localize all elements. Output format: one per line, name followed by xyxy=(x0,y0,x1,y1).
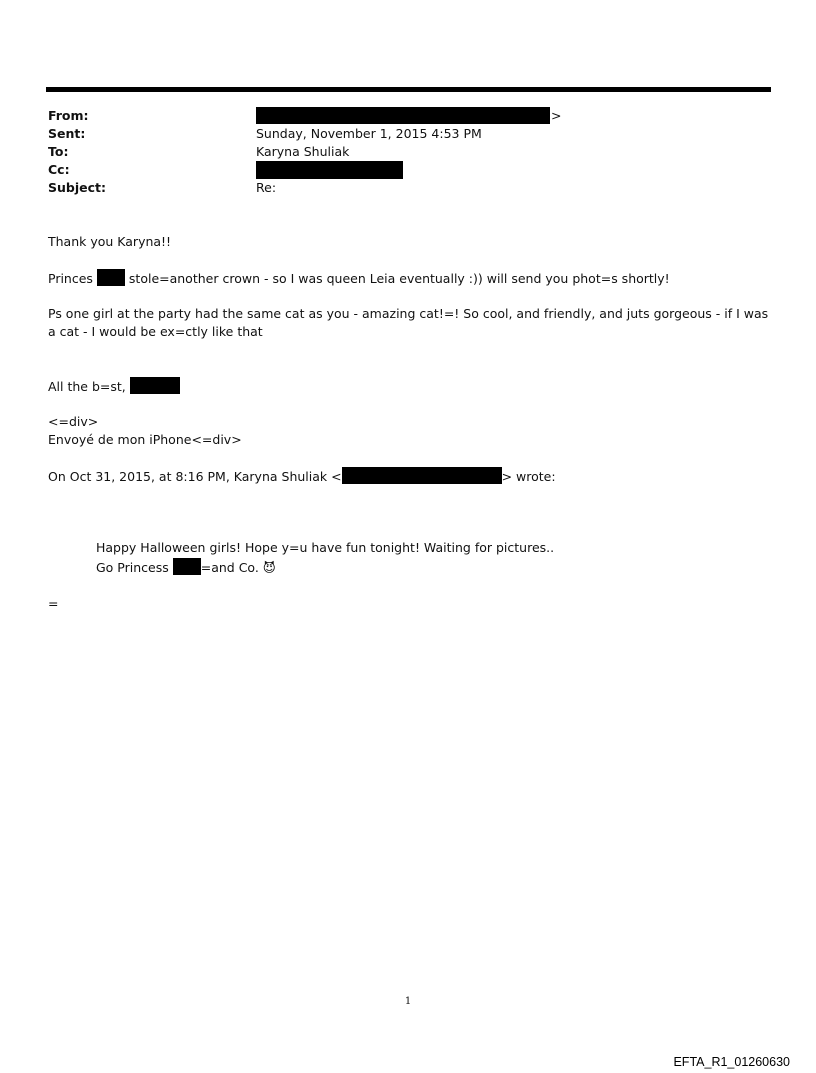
trailing-equals: = xyxy=(48,596,59,611)
page-number: 1 xyxy=(404,996,412,1007)
cat-paragraph: Ps one girl at the party had the same cat as you - amazing cat!=! So cool, and friendly, and juts gorgeous - if I was a cat - I would be ex=ctly like that xyxy=(48,306,769,339)
sent-label: Sent: xyxy=(48,126,86,141)
email-redaction xyxy=(342,467,502,484)
subject-value: Re: xyxy=(256,180,277,195)
reply-prefix: On Oct 31, 2015, at 8:16 PM, Karyna Shuliak < xyxy=(48,469,342,484)
reply-header-line xyxy=(48,467,556,486)
cc-redaction xyxy=(256,161,403,179)
princess-name-redaction xyxy=(173,558,201,575)
header-rule xyxy=(46,87,771,92)
cc-label: Cc: xyxy=(48,162,70,177)
signoff-line xyxy=(48,377,180,396)
princes-prefix: Princes xyxy=(48,271,93,286)
quoted-line-2 xyxy=(96,558,276,577)
signature-redaction xyxy=(130,377,180,394)
quoted-prefix: Go Princess xyxy=(96,560,169,575)
signoff-text: All the b=st, xyxy=(48,379,126,394)
princes-suffix: stole=another crown - so I was queen Leia eventually :)) will send you phot=s shortly! xyxy=(128,271,670,286)
reply-suffix: > wrote: xyxy=(501,469,556,484)
greeting-line: Thank you Karyna!! xyxy=(48,234,172,249)
quoted-suffix: =and Co. 😈 xyxy=(200,560,276,575)
from-label: From: xyxy=(48,108,89,123)
document-id: EFTA_R1_01260630 xyxy=(673,1055,790,1069)
from-redaction xyxy=(256,107,550,124)
quoted-line-1: Happy Halloween girls! Hope y=u have fun tonight! Waiting for pictures.. xyxy=(96,540,555,555)
to-label: To: xyxy=(48,144,69,159)
sent-value: Sunday, November 1, 2015 4:53 PM xyxy=(256,126,482,141)
div-tag-line: <=div> xyxy=(48,414,99,429)
from-suffix: > xyxy=(551,108,562,123)
sent-from-line: Envoyé de mon iPhone<=div> xyxy=(48,432,242,447)
to-value: Karyna Shuliak xyxy=(256,144,350,159)
princes-line xyxy=(48,269,670,288)
subject-label: Subject: xyxy=(48,180,106,195)
name-redaction xyxy=(97,269,125,286)
